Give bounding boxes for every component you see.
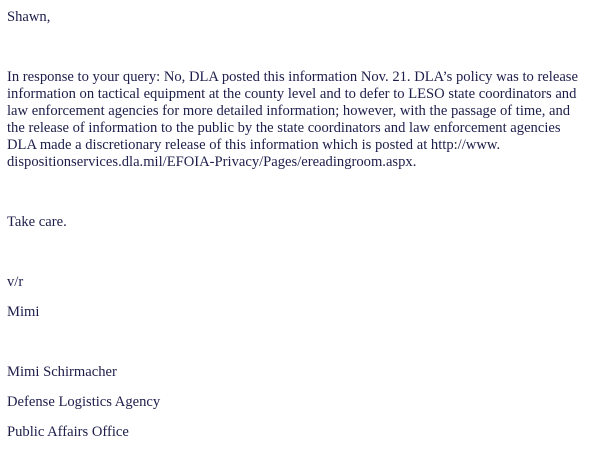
body-line: law enforcement agencies for more detailed information; however, with the passage of time, and: [7, 103, 571, 119]
sender-short-name: Mimi: [7, 304, 40, 320]
body-line: the release of information to the public by the state coordinators and law enforcement agencies: [7, 120, 561, 136]
email-closing: Take care.: [7, 214, 67, 230]
email-body-paragraph: [7, 69, 597, 171]
email-greeting: Shawn,: [7, 9, 51, 25]
body-line: DLA made a discretionary release of this information which is posted at http://www.: [7, 137, 501, 153]
email-signoff: v/r: [7, 274, 24, 290]
body-line: dispositionservices.dla.mil/EFOIA-Privacy/Pages/ereadingroom.aspx.: [7, 154, 417, 170]
body-line: information on tactical equipment at the county level and to defer to LESO state coordinators and: [7, 86, 577, 102]
signature-office: Public Affairs Office: [7, 424, 129, 440]
body-line: In response to your query: No, DLA posted this information Nov. 21. DLA’s policy was to release: [7, 69, 578, 85]
signature-name: Mimi Schirmacher: [7, 364, 117, 380]
signature-organization: Defense Logistics Agency: [7, 394, 161, 410]
